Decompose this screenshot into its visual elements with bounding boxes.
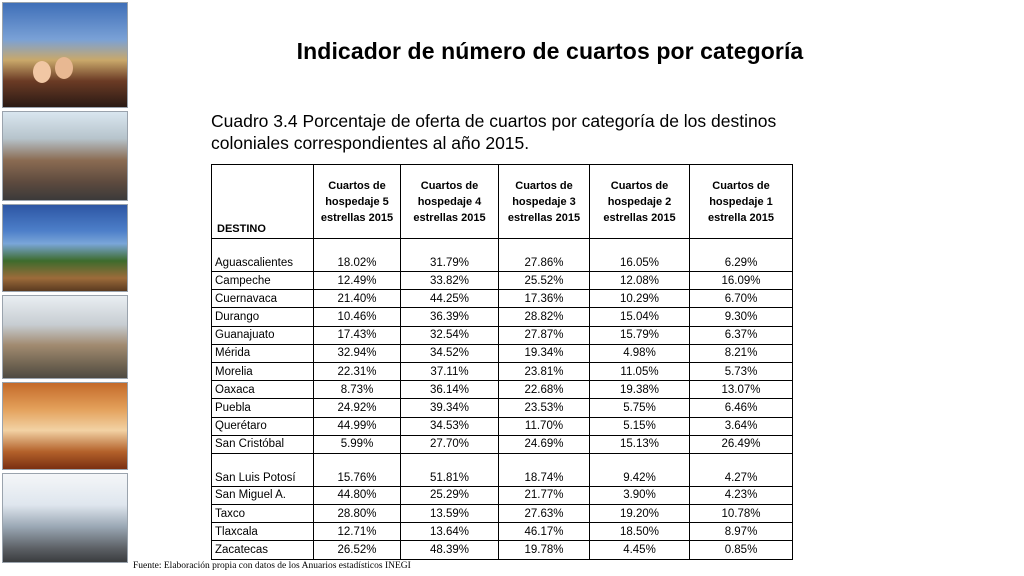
percent-cell: 4.27% xyxy=(690,453,793,486)
percent-cell: 12.71% xyxy=(314,523,401,541)
percent-cell: 8.97% xyxy=(690,523,793,541)
header-2-stars: Cuartos de hospedaje 2 estrellas 2015 xyxy=(590,165,690,239)
percent-cell: 36.39% xyxy=(401,308,499,326)
photo-hotel-room xyxy=(2,382,128,470)
percent-cell: 12.49% xyxy=(314,272,401,290)
percent-cell: 27.86% xyxy=(499,239,590,272)
table-row xyxy=(212,326,793,344)
destino-cell: Aguascalientes xyxy=(212,239,314,272)
percent-cell: 4.45% xyxy=(590,541,690,559)
percent-cell: 12.08% xyxy=(590,272,690,290)
percent-cell: 15.76% xyxy=(314,453,401,486)
percent-cell: 19.34% xyxy=(499,344,590,362)
table-row xyxy=(212,505,793,523)
percent-cell: 44.99% xyxy=(314,417,401,435)
percent-cell: 31.79% xyxy=(401,239,499,272)
destino-cell: Durango xyxy=(212,308,314,326)
percent-cell: 18.74% xyxy=(499,453,590,486)
percent-cell: 3.90% xyxy=(590,486,690,504)
percent-cell: 10.78% xyxy=(690,505,793,523)
table-row xyxy=(212,486,793,504)
table-row xyxy=(212,541,793,559)
percent-cell: 0.85% xyxy=(690,541,793,559)
header-5-stars: Cuartos de hospedaje 5 estrellas 2015 xyxy=(314,165,401,239)
header-4-stars: Cuartos de hospedaje 4 estrellas 2015 xyxy=(401,165,499,239)
percent-cell: 33.82% xyxy=(401,272,499,290)
destino-cell: Puebla xyxy=(212,399,314,417)
percent-cell: 8.73% xyxy=(314,381,401,399)
destino-cell: Guanajuato xyxy=(212,326,314,344)
destino-cell: Campeche xyxy=(212,272,314,290)
header-1-star: Cuartos de hospedaje 1 estrella 2015 xyxy=(690,165,793,239)
table-row xyxy=(212,523,793,541)
source-note: Fuente: Elaboración propia con datos de los Anuarios estadísticos INEGI xyxy=(133,561,411,571)
slide-title: Indicador de número de cuartos por categoría xyxy=(296,38,804,64)
percent-cell: 19.78% xyxy=(499,541,590,559)
percent-cell: 5.75% xyxy=(590,399,690,417)
percent-cell: 27.70% xyxy=(401,435,499,453)
percent-cell: 51.81% xyxy=(401,453,499,486)
percent-cell: 39.34% xyxy=(401,399,499,417)
header-3-stars: Cuartos de hospedaje 3 estrellas 2015 xyxy=(499,165,590,239)
percent-cell: 37.11% xyxy=(401,362,499,380)
destino-cell: Zacatecas xyxy=(212,541,314,559)
destino-cell: Mérida xyxy=(212,344,314,362)
percent-cell: 27.87% xyxy=(499,326,590,344)
percent-cell: 32.94% xyxy=(314,344,401,362)
percent-cell: 19.38% xyxy=(590,381,690,399)
percent-cell: 10.29% xyxy=(590,290,690,308)
table-row xyxy=(212,417,793,435)
header-destino: DESTINO xyxy=(212,165,314,239)
percent-cell: 5.99% xyxy=(314,435,401,453)
percent-cell: 6.46% xyxy=(690,399,793,417)
table-row xyxy=(212,362,793,380)
percent-cell: 34.53% xyxy=(401,417,499,435)
percent-cell: 21.77% xyxy=(499,486,590,504)
table-body xyxy=(212,239,793,560)
percent-cell: 4.98% xyxy=(590,344,690,362)
percent-cell: 16.05% xyxy=(590,239,690,272)
percent-cell: 32.54% xyxy=(401,326,499,344)
percent-cell: 44.80% xyxy=(314,486,401,504)
destino-cell: Taxco xyxy=(212,505,314,523)
destino-cell: Tlaxcala xyxy=(212,523,314,541)
room-category-table xyxy=(211,164,793,560)
table-row xyxy=(212,435,793,453)
percent-cell: 26.52% xyxy=(314,541,401,559)
table-row xyxy=(212,272,793,290)
percent-cell: 3.64% xyxy=(690,417,793,435)
table-row xyxy=(212,344,793,362)
destino-cell: Morelia xyxy=(212,362,314,380)
percent-cell: 28.80% xyxy=(314,505,401,523)
percent-cell: 17.36% xyxy=(499,290,590,308)
percent-cell: 11.70% xyxy=(499,417,590,435)
percent-cell: 10.46% xyxy=(314,308,401,326)
percent-cell: 46.17% xyxy=(499,523,590,541)
percent-cell: 44.25% xyxy=(401,290,499,308)
percent-cell: 8.21% xyxy=(690,344,793,362)
percent-cell: 13.59% xyxy=(401,505,499,523)
percent-cell: 28.82% xyxy=(499,308,590,326)
destino-cell: San Cristóbal xyxy=(212,435,314,453)
percent-cell: 34.52% xyxy=(401,344,499,362)
percent-cell: 6.70% xyxy=(690,290,793,308)
percent-cell: 9.30% xyxy=(690,308,793,326)
percent-cell: 23.53% xyxy=(499,399,590,417)
photo-pedestrian-street xyxy=(2,111,128,201)
percent-cell: 13.64% xyxy=(401,523,499,541)
percent-cell: 25.52% xyxy=(499,272,590,290)
percent-cell: 25.29% xyxy=(401,486,499,504)
percent-cell: 15.04% xyxy=(590,308,690,326)
table-caption: Cuadro 3.4 Porcentaje de oferta de cuartos por categoría de los destinos coloniales correspondientes al año 2015. xyxy=(211,111,777,153)
destino-cell: San Luis Potosí xyxy=(212,453,314,486)
percent-cell: 48.39% xyxy=(401,541,499,559)
table-row xyxy=(212,399,793,417)
photo-strip xyxy=(2,2,130,572)
table-header-row xyxy=(212,165,793,239)
percent-cell: 16.09% xyxy=(690,272,793,290)
percent-cell: 4.23% xyxy=(690,486,793,504)
percent-cell: 9.42% xyxy=(590,453,690,486)
percent-cell: 5.15% xyxy=(590,417,690,435)
percent-cell: 6.37% xyxy=(690,326,793,344)
destino-cell: Oaxaca xyxy=(212,381,314,399)
percent-cell: 5.73% xyxy=(690,362,793,380)
destino-cell: Querétaro xyxy=(212,417,314,435)
percent-cell: 6.29% xyxy=(690,239,793,272)
percent-cell: 17.43% xyxy=(314,326,401,344)
photo-street-crowd xyxy=(2,473,128,563)
percent-cell: 13.07% xyxy=(690,381,793,399)
destino-cell: Cuernavaca xyxy=(212,290,314,308)
table-row xyxy=(212,308,793,326)
table-row xyxy=(212,453,793,486)
percent-cell: 11.05% xyxy=(590,362,690,380)
photo-terrace-view xyxy=(2,204,128,292)
table-row xyxy=(212,290,793,308)
percent-cell: 21.40% xyxy=(314,290,401,308)
photo-church-tourists xyxy=(2,295,128,379)
percent-cell: 22.31% xyxy=(314,362,401,380)
percent-cell: 23.81% xyxy=(499,362,590,380)
percent-cell: 18.50% xyxy=(590,523,690,541)
percent-cell: 22.68% xyxy=(499,381,590,399)
percent-cell: 27.63% xyxy=(499,505,590,523)
percent-cell: 18.02% xyxy=(314,239,401,272)
percent-cell: 19.20% xyxy=(590,505,690,523)
table-row xyxy=(212,381,793,399)
percent-cell: 36.14% xyxy=(401,381,499,399)
percent-cell: 26.49% xyxy=(690,435,793,453)
percent-cell: 24.69% xyxy=(499,435,590,453)
percent-cell: 15.79% xyxy=(590,326,690,344)
destino-cell: San Miguel A. xyxy=(212,486,314,504)
photo-cathedral-couple xyxy=(2,2,128,108)
table-row xyxy=(212,239,793,272)
percent-cell: 15.13% xyxy=(590,435,690,453)
percent-cell: 24.92% xyxy=(314,399,401,417)
